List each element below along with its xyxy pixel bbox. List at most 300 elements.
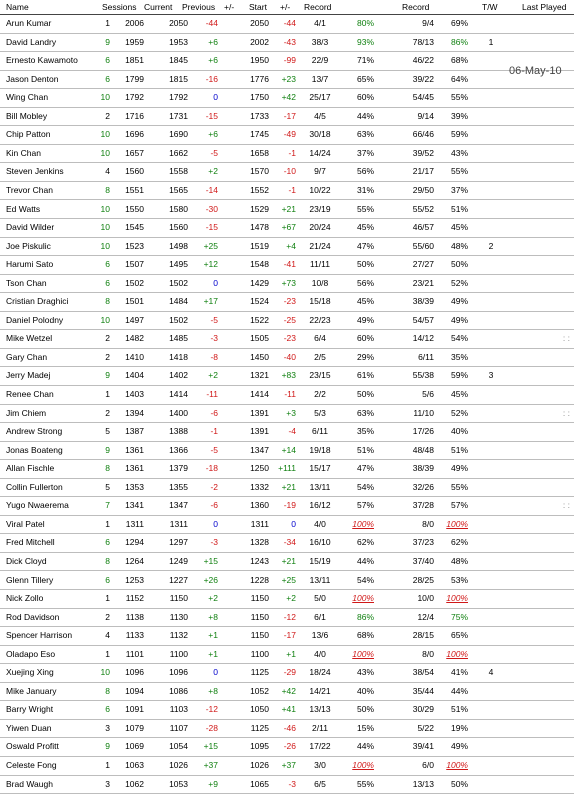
cell-current: 1341 bbox=[125, 500, 144, 511]
cell-change: +2 bbox=[208, 370, 218, 381]
cell-name: Ed Watts bbox=[6, 203, 41, 214]
cell-name: Allan Fischle bbox=[6, 463, 55, 474]
cell-overall-pct: 49% bbox=[450, 463, 468, 474]
cell-name: Mike Wetzel bbox=[6, 333, 53, 344]
cell-overall-record: 78/13 bbox=[412, 36, 434, 47]
cell-current: 1482 bbox=[125, 333, 144, 344]
table-row bbox=[0, 459, 574, 479]
cell-current: 2006 bbox=[125, 18, 144, 28]
cell-previous: 1815 bbox=[169, 73, 188, 84]
header-current: Current bbox=[144, 2, 173, 12]
cell-name: Gary Chan bbox=[6, 351, 48, 362]
cell-session-pct: 54% bbox=[356, 574, 374, 585]
cell-change: -44 bbox=[205, 18, 218, 28]
cell-overall-record: 37/23 bbox=[412, 537, 434, 548]
cell-overall-pct: 49% bbox=[450, 296, 468, 307]
cell-name: Jerry Madej bbox=[6, 370, 51, 381]
cell-change: +6 bbox=[208, 55, 218, 66]
cell-name: Glenn Tillery bbox=[6, 574, 54, 585]
cell-overall-record: 30/29 bbox=[412, 704, 434, 715]
cell-overall-pct: 75% bbox=[450, 611, 468, 622]
cell-start: 1570 bbox=[250, 166, 269, 177]
cell-overall-pct: 43% bbox=[450, 147, 468, 158]
cell-start: 1026 bbox=[250, 760, 269, 770]
cell-change: 0 bbox=[213, 92, 218, 103]
cell-sessions: 1 bbox=[105, 760, 110, 770]
cell-session-pct: 61% bbox=[356, 370, 374, 381]
cell-overall-record: 54/57 bbox=[412, 314, 434, 325]
cell-name: Renee Chan bbox=[6, 389, 54, 399]
cell-change: +37 bbox=[203, 760, 218, 770]
cell-overall-record: 23/21 bbox=[412, 277, 434, 288]
cell-previous: 1565 bbox=[169, 184, 188, 195]
cell-start: 1658 bbox=[250, 147, 269, 158]
cell-start: 1065 bbox=[250, 778, 269, 789]
cell-session-pct: 56% bbox=[356, 277, 374, 288]
cell-change: +25 bbox=[203, 240, 218, 251]
cell-session-record: 5/3 bbox=[314, 407, 326, 418]
cell-overall-pct: 59% bbox=[450, 370, 468, 381]
cell-start: 1328 bbox=[250, 537, 269, 548]
cell-session-pct: 29% bbox=[356, 351, 374, 362]
cell-session-record: 4/1 bbox=[314, 18, 326, 28]
cell-session-pct: 100% bbox=[352, 518, 374, 529]
cell-overall-record: 14/12 bbox=[412, 333, 434, 344]
cell-sessions: 10 bbox=[100, 667, 110, 678]
cell-current: 1523 bbox=[125, 240, 144, 251]
cell-overall-record: 32/26 bbox=[412, 481, 434, 492]
cell-start-change: -12 bbox=[283, 611, 296, 622]
cell-session-pct: 45% bbox=[356, 296, 374, 307]
cell-change: +2 bbox=[208, 166, 218, 177]
cell-name: Spencer Harrison bbox=[6, 630, 73, 641]
cell-name: Harumi Sato bbox=[6, 259, 54, 270]
cell-session-pct: 63% bbox=[356, 129, 374, 140]
cell-overall-pct: 65% bbox=[450, 630, 468, 641]
table-row bbox=[0, 552, 574, 572]
cell-overall-pct: 64% bbox=[450, 73, 468, 84]
cell-sessions: 10 bbox=[100, 147, 110, 158]
cell-start-change: +1 bbox=[286, 648, 296, 659]
cell-session-pct: 63% bbox=[356, 407, 374, 418]
cell-start: 1125 bbox=[250, 667, 269, 678]
cell-current: 1545 bbox=[125, 222, 144, 233]
cell-session-pct: 40% bbox=[356, 685, 374, 696]
cell-previous: 1558 bbox=[169, 166, 188, 177]
cell-session-pct: 35% bbox=[356, 426, 374, 437]
cell-session-record: 13/13 bbox=[309, 704, 331, 715]
cell-session-pct: 37% bbox=[356, 147, 374, 158]
cell-start-change: -99 bbox=[283, 55, 296, 66]
cell-overall-record: 29/50 bbox=[412, 184, 434, 195]
cell-start-change: +2 bbox=[286, 593, 296, 604]
cell-session-record: 15/18 bbox=[309, 296, 331, 307]
cell-overall-pct: 86% bbox=[450, 36, 468, 47]
cell-start: 1505 bbox=[250, 333, 269, 344]
table-row bbox=[0, 385, 574, 405]
cell-start-change: +83 bbox=[281, 370, 296, 381]
cell-session-pct: 54% bbox=[356, 481, 374, 492]
cell-current: 1657 bbox=[125, 147, 144, 158]
cell-previous: 1355 bbox=[169, 481, 188, 492]
cell-overall-pct: 50% bbox=[450, 778, 468, 789]
table-row bbox=[0, 181, 574, 201]
cell-start: 1552 bbox=[250, 184, 269, 195]
cell-current: 1094 bbox=[125, 685, 144, 696]
cell-name: Yugo Nwaerema bbox=[6, 500, 69, 511]
table-row bbox=[0, 478, 574, 498]
cell-current: 1551 bbox=[125, 184, 144, 195]
cell-session-pct: 45% bbox=[356, 222, 374, 233]
cell-previous: 1311 bbox=[169, 518, 188, 529]
table-row bbox=[0, 756, 574, 776]
cell-session-record: 22/23 bbox=[309, 314, 331, 325]
cell-name: Ernesto Kawamoto bbox=[6, 55, 78, 66]
cell-current: 1959 bbox=[125, 36, 144, 47]
table-row bbox=[0, 645, 574, 665]
cell-previous: 1953 bbox=[169, 36, 188, 47]
cell-name: Viral Patel bbox=[6, 518, 45, 529]
cell-start-change: 0 bbox=[291, 518, 296, 529]
cell-previous: 1054 bbox=[169, 741, 188, 752]
cell-change: 0 bbox=[213, 518, 218, 529]
cell-overall-pct: 49% bbox=[450, 314, 468, 325]
cell-start: 1347 bbox=[250, 444, 269, 455]
cell-name: Wing Chan bbox=[6, 92, 49, 103]
cell-current: 1091 bbox=[125, 704, 144, 715]
header-session-record: Record bbox=[304, 2, 332, 12]
cell-name: Jim Chiem bbox=[6, 407, 47, 418]
cell-overall-pct: 52% bbox=[450, 277, 468, 288]
cell-session-pct: 43% bbox=[356, 667, 374, 678]
cell-session-record: 16/10 bbox=[309, 537, 331, 548]
cell-overall-pct: 48% bbox=[450, 555, 468, 566]
cell-current: 1403 bbox=[125, 389, 144, 399]
cell-name: Jason Denton bbox=[6, 73, 59, 84]
cell-overall-record: 9/4 bbox=[422, 18, 434, 28]
cell-overall-record: 12/4 bbox=[417, 611, 434, 622]
cell-sessions: 10 bbox=[100, 314, 110, 325]
table-row bbox=[0, 404, 574, 424]
cell-previous: 1107 bbox=[169, 722, 188, 733]
cell-previous: 2050 bbox=[169, 18, 188, 28]
table-row bbox=[0, 663, 574, 683]
cell-sessions: 7 bbox=[105, 500, 110, 511]
cell-name: Barry Wright bbox=[6, 704, 54, 715]
cell-start-change: -17 bbox=[283, 630, 296, 641]
cell-sessions: 8 bbox=[105, 296, 110, 307]
cell-current: 1069 bbox=[125, 741, 144, 752]
cell-sessions: 2 bbox=[105, 110, 110, 121]
cell-start-change: -25 bbox=[283, 314, 296, 325]
cell-change: +15 bbox=[203, 741, 218, 752]
cell-overall-pct: 40% bbox=[450, 426, 468, 437]
cell-previous: 1086 bbox=[169, 685, 188, 696]
cell-sessions: 3 bbox=[105, 722, 110, 733]
cell-start-change: +42 bbox=[281, 685, 296, 696]
cell-start: 1052 bbox=[250, 685, 269, 696]
cell-overall-pct: 62% bbox=[450, 537, 468, 548]
cell-start: 1100 bbox=[250, 648, 269, 659]
cell-sessions: 2 bbox=[105, 611, 110, 622]
cell-last-played: : : bbox=[562, 500, 570, 511]
cell-start: 1519 bbox=[250, 240, 269, 251]
cell-overall-record: 28/25 bbox=[412, 574, 434, 585]
cell-sessions: 10 bbox=[100, 240, 110, 251]
cell-start: 1745 bbox=[250, 129, 269, 140]
cell-current: 1550 bbox=[125, 203, 144, 214]
cell-previous: 1845 bbox=[169, 55, 188, 66]
cell-change: -5 bbox=[210, 444, 218, 455]
cell-overall-record: 55/38 bbox=[412, 370, 434, 381]
cell-session-pct: 60% bbox=[356, 333, 374, 344]
cell-name: Bill Mobley bbox=[6, 110, 48, 121]
cell-change: +6 bbox=[208, 129, 218, 140]
cell-session-pct: 68% bbox=[356, 630, 374, 641]
cell-start: 1478 bbox=[250, 222, 269, 233]
cell-session-record: 6/1 bbox=[314, 611, 326, 622]
cell-tw: 3 bbox=[488, 370, 494, 381]
header-change: +/- bbox=[224, 2, 235, 12]
cell-change: 0 bbox=[213, 667, 218, 678]
cell-current: 1101 bbox=[125, 648, 144, 659]
cell-overall-pct: 57% bbox=[450, 500, 468, 511]
cell-current: 1394 bbox=[125, 407, 144, 418]
header-start-change: +/- bbox=[280, 2, 291, 12]
cell-sessions: 9 bbox=[105, 741, 110, 752]
cell-change: -12 bbox=[205, 704, 218, 715]
cell-current: 1502 bbox=[125, 277, 144, 288]
header-tw: T/W bbox=[482, 2, 498, 12]
table-row bbox=[0, 237, 574, 257]
cell-current: 1063 bbox=[125, 760, 144, 770]
cell-session-record: 5/0 bbox=[314, 593, 326, 604]
cell-overall-pct: 51% bbox=[450, 704, 468, 715]
cell-name: Yiwen Duan bbox=[6, 722, 52, 733]
cell-change: -14 bbox=[205, 184, 218, 195]
cell-session-pct: 80% bbox=[356, 18, 374, 28]
cell-start-change: -19 bbox=[283, 500, 296, 511]
cell-last-played: : : bbox=[562, 407, 570, 418]
cell-start-change: +37 bbox=[281, 760, 296, 770]
cell-start: 2050 bbox=[250, 18, 269, 28]
table-row bbox=[0, 33, 574, 53]
cell-current: 1264 bbox=[125, 555, 144, 566]
cell-overall-pct: 49% bbox=[450, 741, 468, 752]
cell-current: 1138 bbox=[125, 611, 144, 622]
table-header bbox=[0, 0, 574, 15]
cell-sessions: 2 bbox=[105, 351, 110, 362]
header-start: Start bbox=[249, 2, 267, 12]
cell-name: Dick Cloyd bbox=[6, 555, 47, 566]
cell-change: -6 bbox=[210, 500, 218, 511]
cell-session-record: 14/21 bbox=[309, 685, 331, 696]
cell-previous: 1502 bbox=[169, 314, 188, 325]
cell-sessions: 8 bbox=[105, 184, 110, 195]
cell-sessions: 9 bbox=[105, 444, 110, 455]
cell-previous: 1347 bbox=[169, 500, 188, 511]
cell-overall-pct: 41% bbox=[450, 667, 468, 678]
cell-overall-pct: 44% bbox=[450, 685, 468, 696]
cell-start-change: -46 bbox=[283, 722, 296, 733]
cell-start: 1522 bbox=[250, 314, 269, 325]
cell-change: -5 bbox=[210, 314, 218, 325]
table-row bbox=[0, 775, 574, 795]
table-row bbox=[0, 88, 574, 108]
cell-previous: 1580 bbox=[169, 203, 188, 214]
cell-session-record: 11/11 bbox=[309, 259, 330, 270]
cell-session-record: 13/7 bbox=[311, 73, 329, 84]
cell-overall-pct: 35% bbox=[450, 351, 468, 362]
cell-start: 1391 bbox=[250, 426, 269, 437]
table-row bbox=[0, 496, 574, 516]
cell-start-change: +41 bbox=[281, 704, 296, 715]
table-row bbox=[0, 107, 574, 127]
cell-start-change: -10 bbox=[283, 166, 296, 177]
cell-session-pct: 47% bbox=[356, 463, 374, 474]
cell-change: -3 bbox=[210, 333, 218, 344]
cell-sessions: 6 bbox=[105, 537, 110, 548]
cell-current: 1792 bbox=[125, 92, 144, 103]
cell-overall-pct: 52% bbox=[450, 407, 468, 418]
cell-session-pct: 55% bbox=[356, 778, 374, 789]
cell-name: Nick Zollo bbox=[6, 593, 44, 604]
cell-current: 1696 bbox=[125, 129, 144, 140]
cell-session-pct: 93% bbox=[356, 36, 374, 47]
cell-session-pct: 60% bbox=[356, 92, 374, 103]
cell-current: 1404 bbox=[125, 370, 144, 381]
table-row bbox=[0, 719, 574, 739]
cell-sessions: 8 bbox=[105, 463, 110, 474]
cell-overall-record: 6/0 bbox=[422, 760, 434, 770]
cell-name: Fred Mitchell bbox=[6, 537, 55, 548]
cell-name: David Landry bbox=[6, 36, 57, 47]
cell-start: 1529 bbox=[250, 203, 269, 214]
cell-change: -18 bbox=[205, 463, 218, 474]
cell-sessions: 1 bbox=[105, 389, 110, 399]
cell-current: 1501 bbox=[125, 296, 144, 307]
header-sessions: Sessions bbox=[102, 2, 137, 12]
cell-overall-record: 38/39 bbox=[412, 296, 434, 307]
cell-session-pct: 50% bbox=[356, 259, 374, 270]
cell-sessions: 10 bbox=[100, 129, 110, 140]
table-row bbox=[0, 422, 574, 442]
cell-current: 1311 bbox=[125, 518, 144, 529]
cell-start: 1414 bbox=[250, 389, 269, 399]
cell-previous: 1053 bbox=[169, 778, 188, 789]
cell-session-pct: 51% bbox=[356, 444, 374, 455]
cell-session-record: 19/18 bbox=[309, 444, 331, 455]
header-name: Name bbox=[6, 2, 29, 12]
cell-change: +9 bbox=[208, 778, 218, 789]
cell-session-record: 13/11 bbox=[309, 574, 331, 585]
cell-name: Oladapo Eso bbox=[6, 648, 56, 659]
cell-session-pct: 86% bbox=[356, 611, 374, 622]
cell-previous: 1484 bbox=[169, 296, 188, 307]
cell-overall-record: 10/0 bbox=[417, 593, 434, 604]
table-row bbox=[0, 348, 574, 368]
cell-start: 1776 bbox=[250, 73, 269, 84]
cell-name: Jonas Boateng bbox=[6, 444, 63, 455]
cell-overall-record: 5/22 bbox=[417, 722, 434, 733]
cell-start-change: +111 bbox=[278, 463, 296, 474]
cell-previous: 1100 bbox=[169, 648, 188, 659]
cell-session-record: 22/9 bbox=[311, 55, 329, 66]
cell-session-pct: 57% bbox=[356, 500, 374, 511]
cell-overall-record: 28/15 bbox=[412, 630, 434, 641]
cell-sessions: 4 bbox=[105, 630, 110, 641]
cell-start: 1125 bbox=[250, 722, 269, 733]
cell-current: 1560 bbox=[125, 166, 144, 177]
cell-overall-record: 54/45 bbox=[412, 92, 434, 103]
cell-start-change: -23 bbox=[283, 296, 296, 307]
cell-session-pct: 44% bbox=[356, 110, 374, 121]
cell-start: 1733 bbox=[250, 110, 269, 121]
cell-overall-pct: 100% bbox=[446, 518, 468, 529]
cell-current: 1353 bbox=[125, 481, 144, 492]
cell-session-pct: 100% bbox=[352, 593, 374, 604]
cell-session-record: 21/24 bbox=[309, 240, 331, 251]
table-row bbox=[0, 51, 574, 71]
table-row bbox=[0, 14, 574, 34]
cell-session-record: 15/19 bbox=[309, 555, 331, 566]
cell-previous: 1400 bbox=[169, 407, 188, 418]
cell-current: 1507 bbox=[125, 259, 144, 270]
cell-session-pct: 65% bbox=[356, 73, 374, 84]
cell-overall-record: 5/6 bbox=[422, 389, 434, 399]
cell-previous: 1495 bbox=[169, 259, 188, 270]
cell-sessions: 8 bbox=[105, 685, 110, 696]
cell-previous: 1249 bbox=[169, 555, 188, 566]
cell-overall-record: 8/0 bbox=[422, 518, 434, 529]
cell-tw: 1 bbox=[488, 36, 494, 47]
cell-previous: 1418 bbox=[169, 351, 188, 362]
cell-overall-pct: 55% bbox=[450, 92, 468, 103]
table-row bbox=[0, 255, 574, 275]
cell-sessions: 6 bbox=[105, 259, 110, 270]
cell-current: 1133 bbox=[125, 630, 144, 641]
cell-current: 1152 bbox=[125, 593, 144, 604]
cell-change: +15 bbox=[203, 555, 218, 566]
cell-overall-pct: 59% bbox=[450, 129, 468, 140]
table-row bbox=[0, 366, 574, 386]
cell-start-change: +73 bbox=[281, 277, 296, 288]
cell-current: 1851 bbox=[125, 55, 144, 66]
cell-overall-record: 46/22 bbox=[412, 55, 434, 66]
cell-overall-pct: 100% bbox=[446, 648, 468, 659]
date-label: 06-May-10 bbox=[509, 65, 562, 77]
cell-previous: 1096 bbox=[169, 667, 188, 678]
cell-change: -5 bbox=[210, 147, 218, 158]
cell-session-pct: 55% bbox=[356, 203, 374, 214]
cell-session-record: 10/8 bbox=[311, 277, 329, 288]
table-row bbox=[0, 162, 574, 182]
cell-session-record: 6/5 bbox=[314, 778, 326, 789]
table-row bbox=[0, 144, 574, 164]
cell-current: 1294 bbox=[125, 537, 144, 548]
cell-start-change: +67 bbox=[281, 222, 296, 233]
cell-name: Mike January bbox=[6, 685, 57, 696]
cell-overall-pct: 68% bbox=[450, 55, 468, 66]
cell-session-record: 6/11 bbox=[312, 426, 328, 437]
cell-overall-record: 17/26 bbox=[412, 426, 434, 437]
cell-change: 0 bbox=[213, 277, 218, 288]
cell-sessions: 6 bbox=[105, 55, 110, 66]
cell-sessions: 1 bbox=[105, 593, 110, 604]
cell-previous: 1485 bbox=[169, 333, 188, 344]
cell-change: +1 bbox=[208, 648, 218, 659]
cell-overall-pct: 45% bbox=[450, 389, 468, 399]
